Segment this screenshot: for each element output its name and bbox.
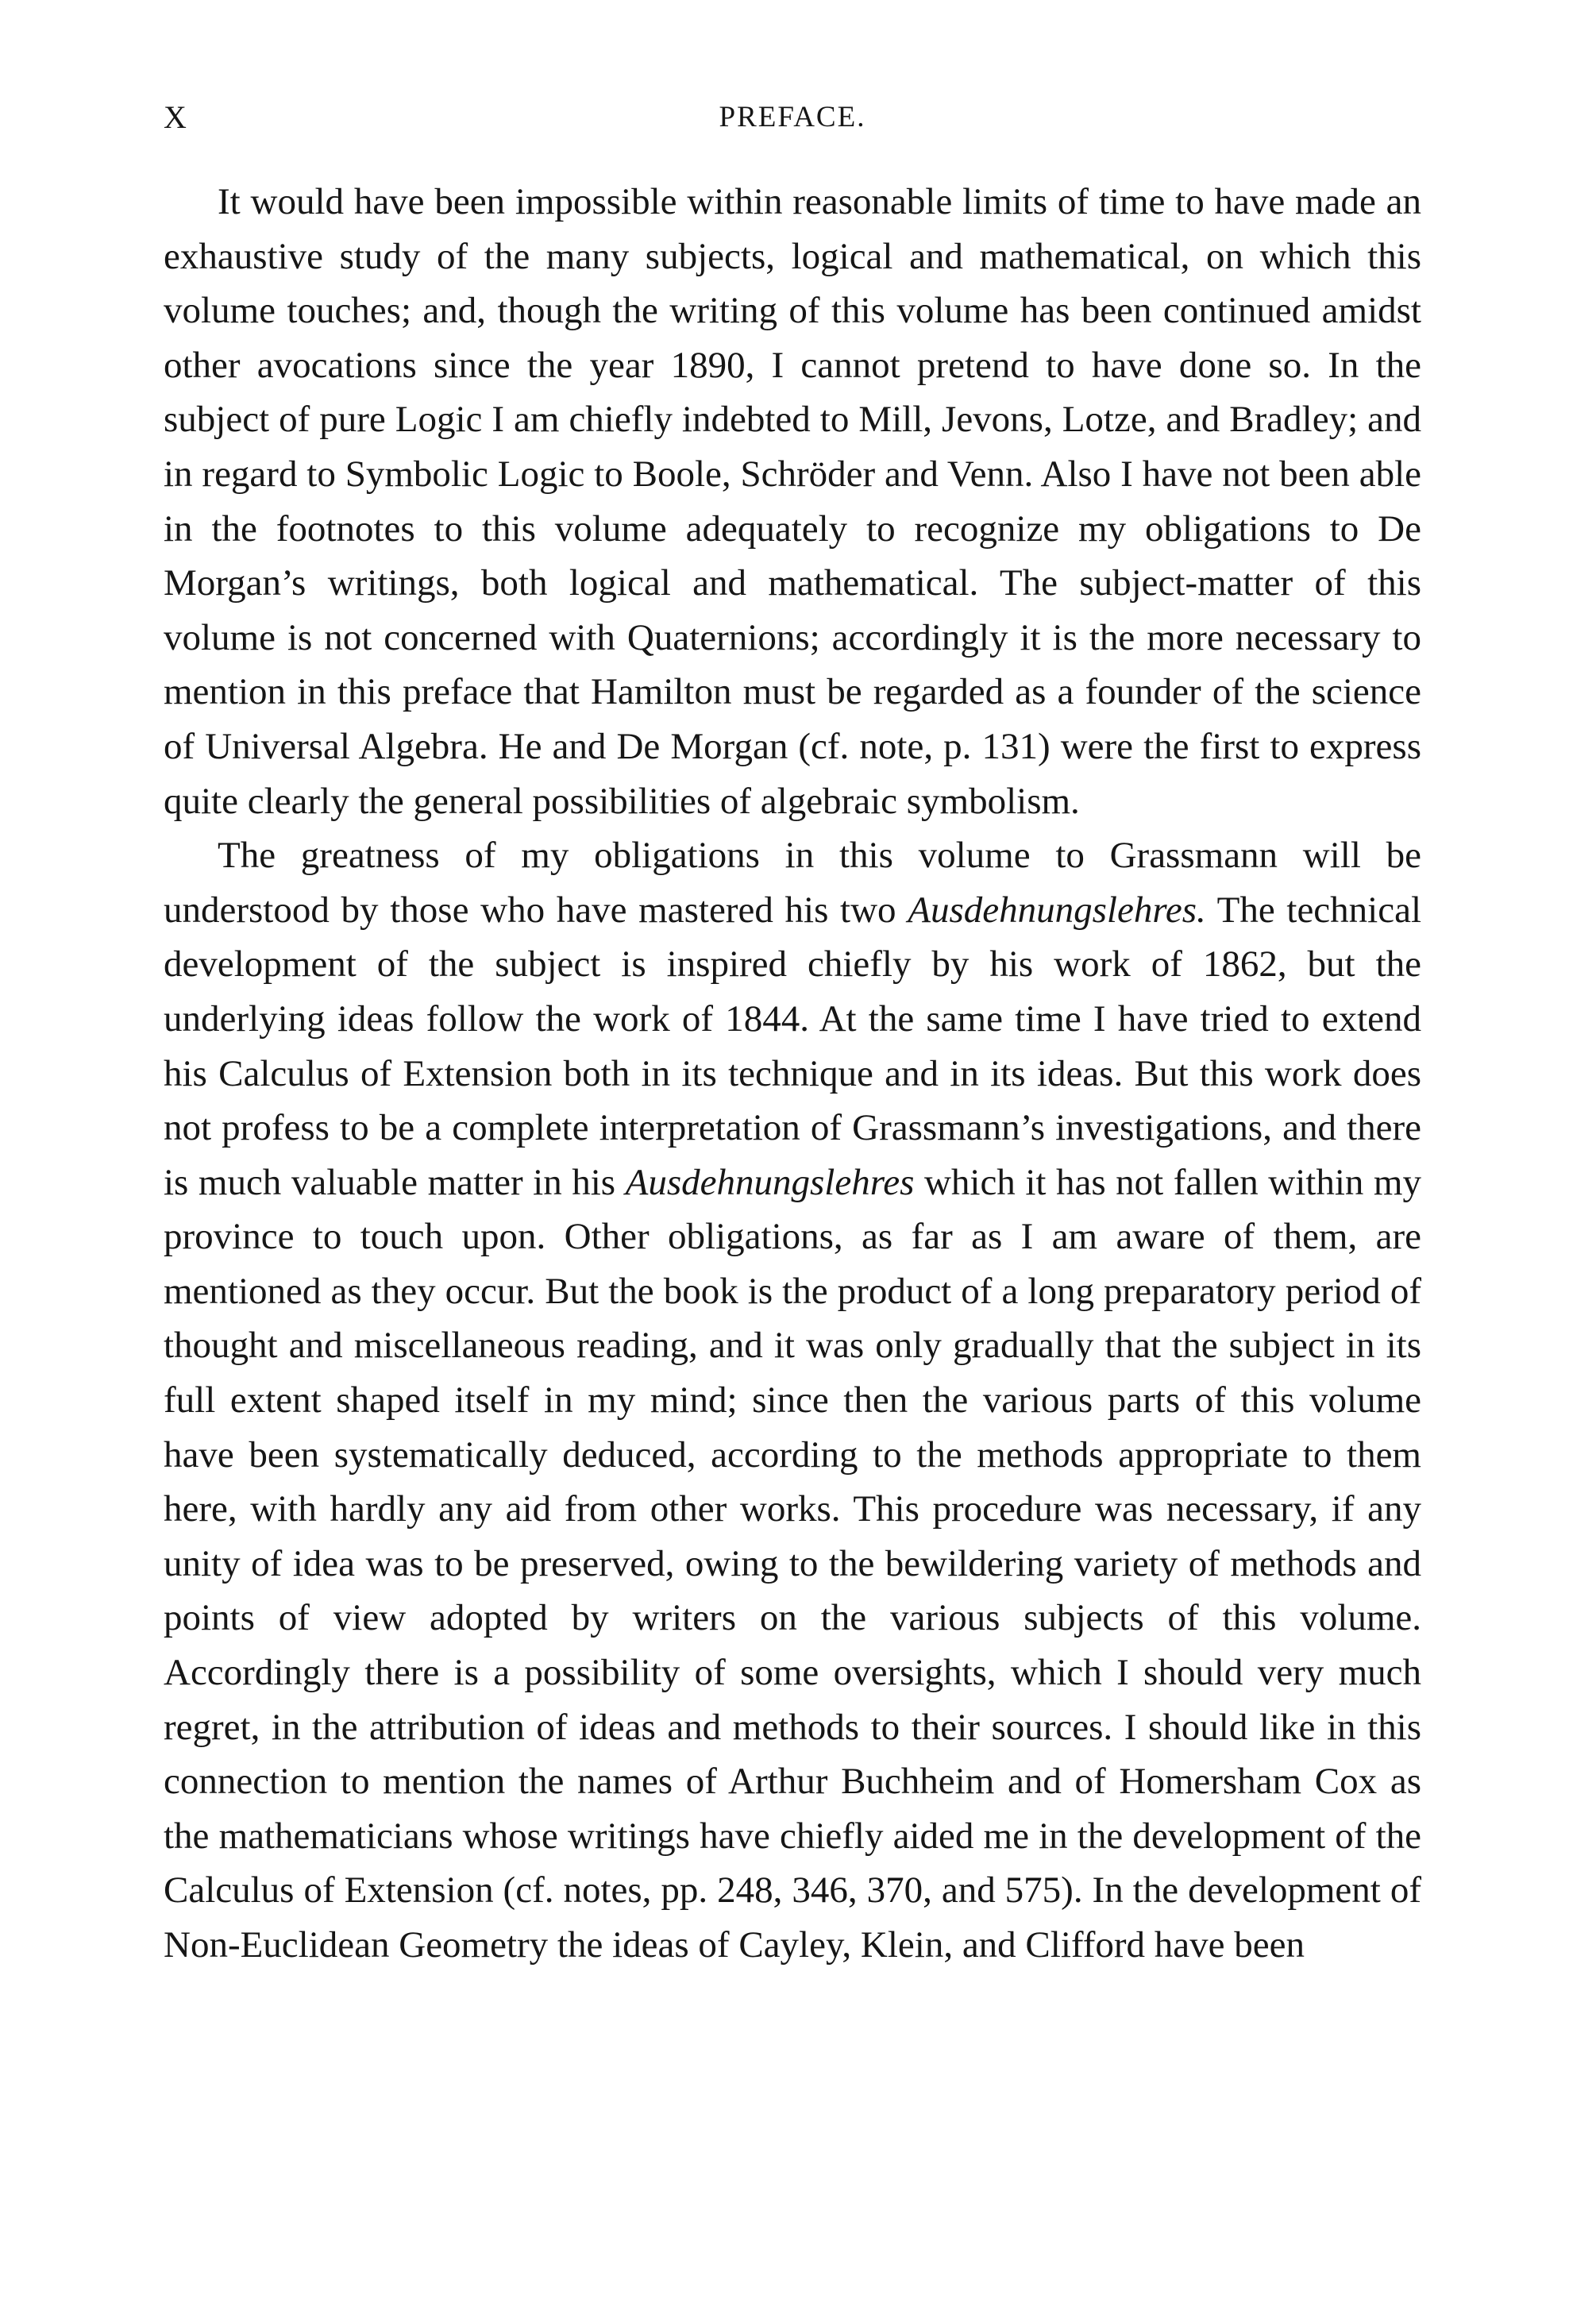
paragraph-1-text: It would have been impossible within reasonable limits of time to have made an exhaustive study of the many subjects, logical and mathematical, on which this volume touches; and, though the writing of this volume has been continued amidst other avocations since the year 1890, I cannot pretend to have done so. In the subject of pure Logic I am chiefly indebted to Mill, Jevons, Lotze, and Bradley; and in regard to Symbolic Logic to Boole, Schröder and Venn. Also I have not been able in the footnotes to this volume adequately to recognize my obligations to De Morgan’s writings, both logical and mathematical. The subject-matter of this volume is not concerned with Quaternions; accordingly it is the more necessary to mention in this preface that Hamilton must be regarded as a founder of the science of Universal Algebra. He and De Morgan (cf. note, p. 131) were the first to express quite clearly the general possibilities of algebraic symbolism. xyxy=(164,181,1421,822)
body-text xyxy=(164,175,1421,1973)
book-title-italic: Ausdehnungslehres xyxy=(625,1161,915,1203)
paragraph-1 xyxy=(164,175,1421,828)
running-title: PREFACE. xyxy=(719,101,866,133)
paragraph-2-text-b: The technical development of the subject is inspired chiefly by his work of 1862, but the underlying ideas follow the work of 1844. At the same time I have tried to extend his Calculus of Extension both in its technique and in its ideas. But this work does not profess to be a complete interpretation of Grassmann’s investigations, and there is much valuable matter in his xyxy=(164,889,1421,1203)
running-head xyxy=(164,98,1421,146)
book-title-italic: Ausdehnungslehres. xyxy=(908,889,1206,931)
paragraph-2-text-c: which it has not fallen within my province to touch upon. Other obligations, as far as I am aware of them, are mentioned as they occur. But the book is the product of a long preparatory period of thought and miscellaneous reading, and it was only gradually that the subject in its full extent shaped itself in my mind; since then the various parts of this volume have been systematically deduced, according to the methods appropriate to them here, with hardly any aid from other works. This procedure was necessary, if any unity of idea was to be preserved, owing to the bewildering variety of methods and points of view adopted by writers on the various subjects of this volume. Accordingly there is a possibility of some oversights, which I should very much regret, in the attribution of ideas and methods to their sources. I should like in this connection to mention the names of Arthur Buchheim and of Homersham Cox as the mathematicians whose writings have chiefly aided me in the development of the Calculus of Extension (cf. notes, pp. 248, 346, 370, and 575). In the development of Non-Euclidean Geometry the ideas of Cayley, Klein, and Clifford have been xyxy=(164,1161,1421,1966)
paragraph-2-text-a: The greatness of my obligations in this volume to Grassmann will be understood by those who have mastered his two xyxy=(164,835,1421,931)
page-number: X xyxy=(164,99,187,135)
paragraph-2 xyxy=(164,828,1421,1972)
